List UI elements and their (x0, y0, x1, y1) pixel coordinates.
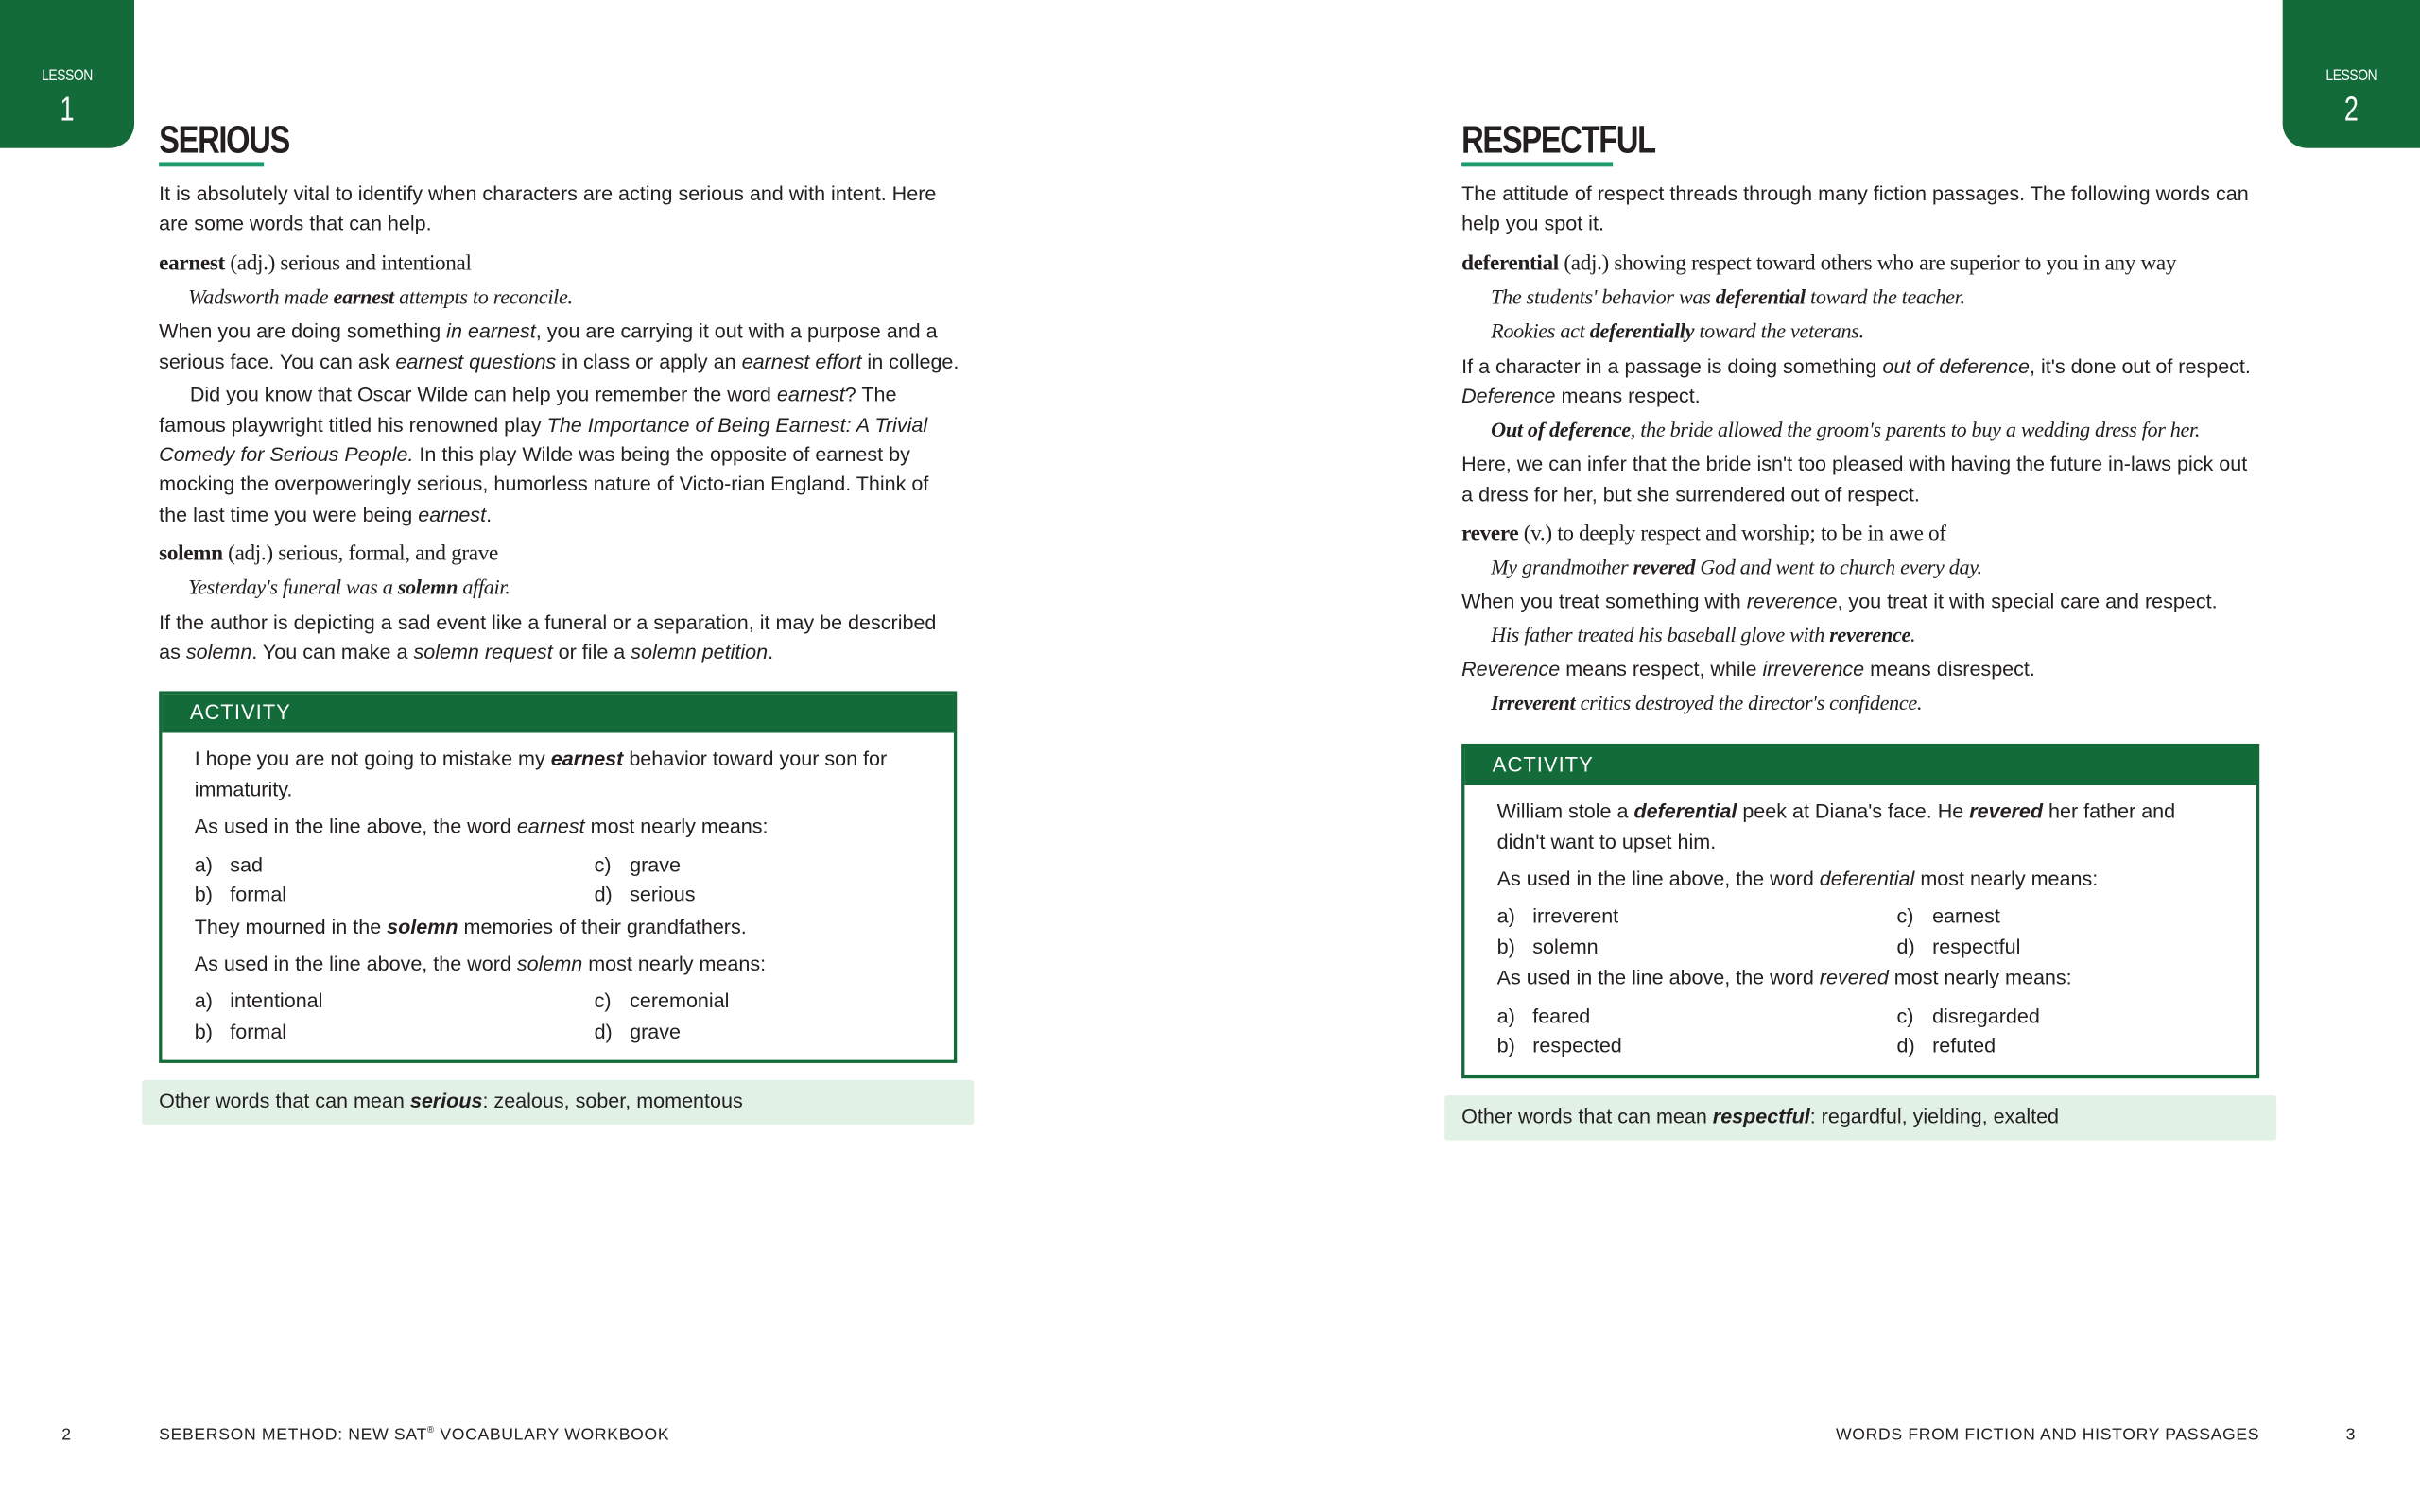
answer-option (595, 987, 924, 1017)
example-sentence (159, 282, 961, 313)
text-run: earnest (776, 383, 845, 406)
text-run: most nearly means: (1914, 867, 2099, 891)
text-run: Wadsworth made (188, 284, 334, 309)
paragraph (159, 608, 961, 667)
option-letter: c) (594, 989, 612, 1013)
lesson-tab-1 (0, 0, 134, 148)
running-head-left (159, 1426, 669, 1445)
option-letter: a) (1496, 1004, 1515, 1027)
paragraph (1461, 179, 2264, 238)
option-letter: b) (1496, 1034, 1515, 1057)
text-run: His father treated his baseball glove with (1491, 623, 1830, 646)
option-letter: c) (1896, 1004, 1914, 1027)
text-run: Deference (1461, 384, 1556, 408)
title-underline (1461, 162, 1613, 166)
text-run: revered (1633, 555, 1696, 579)
text-run: God and went to church every day. (1695, 555, 1982, 579)
text-run: in class or apply an (556, 350, 742, 373)
text-run: , you treat it with special care and respect. (1837, 590, 2218, 613)
other-words-box (1444, 1094, 2276, 1139)
option-letter: b) (1496, 935, 1515, 958)
page-number-left: 2 (61, 1425, 72, 1445)
text-run: earnest (418, 502, 487, 526)
text-run: most nearly means: (1888, 966, 2072, 989)
answer-option (595, 850, 924, 880)
text-run: deferentially (1589, 319, 1695, 343)
running-head-text: SEBERSON METHOD: NEW SAT (159, 1425, 427, 1445)
text-run: . (486, 502, 493, 526)
text-run: toward the teacher. (1805, 284, 1965, 309)
text-run: If a character in a passage is doing something (1461, 354, 1883, 378)
option-letter: a) (1496, 904, 1515, 928)
lesson-label: LESSON (2325, 67, 2377, 85)
text-run: earnest (159, 250, 225, 276)
answer-option (195, 850, 595, 880)
text-run: revered (1819, 966, 1889, 989)
right-page-column (1461, 120, 2264, 1139)
text-run: They mourned in the (194, 914, 388, 937)
text-run: My grandmother (1491, 555, 1634, 579)
text-run: revered (1969, 799, 2044, 823)
text-run: solemn (159, 541, 223, 567)
example-sentence (1461, 317, 2264, 348)
activity-body (162, 733, 954, 1060)
option-letter: c) (1896, 904, 1914, 928)
option-letter: d) (594, 883, 613, 906)
option-text: irreverent (1532, 904, 1619, 928)
activity-question (1497, 963, 2226, 993)
activity-prompt (195, 745, 924, 804)
text-run: means disrespect. (1864, 658, 2035, 681)
definition (1461, 249, 2264, 280)
answer-options (1497, 902, 2226, 961)
example-sentence (1461, 620, 2264, 651)
text-run: (adj.) showing respect toward others who are superior to you in any way (1558, 250, 2177, 276)
example-sentence (159, 573, 961, 604)
text-run: Reverence (1461, 658, 1561, 681)
option-text: sad (230, 852, 263, 876)
text-run: As used in the line above, the word (194, 952, 517, 975)
text-run: When you are doing something (159, 319, 447, 343)
text-run: . (1910, 623, 1916, 646)
text-run: deferential (1461, 250, 1559, 276)
text-run: The Importance of Being Earnest: A Trivial Comedy for Serious People. (159, 412, 928, 466)
text-run: I hope you are not going to mistake my (194, 747, 551, 771)
paragraph (159, 179, 961, 238)
lesson-label: LESSON (42, 67, 93, 85)
answer-option (1497, 902, 1897, 932)
option-letter: a) (194, 989, 213, 1013)
option-text: solemn (1532, 935, 1599, 958)
option-letter: b) (194, 1019, 213, 1043)
text-run: When you treat something with (1461, 590, 1747, 613)
text-run: deferential (1819, 867, 1915, 891)
text-run: toward the veterans. (1694, 319, 1864, 343)
title-underline (159, 162, 264, 166)
page-number-right: 3 (2345, 1425, 2357, 1445)
text-run: critics destroyed the director's confidence. (1575, 691, 1923, 714)
text-run: means respect, while (1560, 658, 1763, 681)
activity-box (159, 692, 957, 1063)
text-run: . You can make a (251, 640, 414, 664)
option-text: grave (630, 852, 681, 876)
activity-box (1461, 744, 2259, 1077)
paragraph (159, 317, 961, 376)
text-run: deferential (1715, 284, 1806, 309)
option-text: respected (1532, 1034, 1622, 1057)
text-run: earnest questions (395, 350, 557, 373)
answer-option (195, 1016, 595, 1046)
text-run: , the bride allowed the groom's parents to buy a wedding dress for her. (1630, 417, 2201, 441)
option-text: ceremonial (630, 989, 730, 1013)
text-run: means respect. (1555, 384, 1701, 408)
answer-option (1497, 1001, 1897, 1031)
text-run: irreverence (1762, 658, 1865, 681)
text-run: deferential (1634, 799, 1737, 823)
text-run: Out of deference (1491, 417, 1631, 441)
text-run: Other words that can mean (159, 1089, 410, 1113)
option-text: grave (630, 1019, 681, 1043)
text-run: ? The famous playwright titled his renowned play (159, 383, 897, 437)
other-words-box (142, 1080, 974, 1125)
option-text: disregarded (1932, 1004, 2040, 1027)
text-run: most nearly means: (582, 952, 767, 975)
text-run: solemn (516, 952, 583, 975)
text-run: William stole a (1496, 799, 1634, 823)
option-text: serious (630, 883, 696, 906)
option-text: respectful (1932, 935, 2021, 958)
text-run: solemn request (413, 640, 553, 664)
text-run: solemn petition (631, 640, 769, 664)
activity-body (1464, 785, 2256, 1074)
activity-question (195, 949, 924, 979)
activity-question (1497, 864, 2226, 894)
text-run: memories of their grandfathers. (458, 914, 747, 937)
answer-option (1897, 1031, 2226, 1061)
text-run: solemn (397, 576, 458, 599)
text-run: : zealous, sober, momentous (482, 1089, 743, 1113)
left-page-column (159, 120, 961, 1125)
text-run: solemn (387, 914, 458, 937)
answer-option (1497, 1031, 1897, 1061)
answer-option (1897, 932, 2226, 962)
option-text: earnest (1932, 904, 2000, 928)
text-run: reverence (1746, 590, 1838, 613)
example-sentence (1461, 415, 2264, 446)
answer-options (195, 987, 924, 1046)
text-run: out of deference (1882, 354, 2030, 378)
registered-mark: ® (426, 1426, 435, 1436)
option-letter: d) (1896, 935, 1915, 958)
text-run: solemn (185, 640, 252, 664)
text-run: (adj.) serious, formal, and grave (222, 541, 498, 567)
text-run: earnest (333, 284, 394, 309)
option-letter: d) (1896, 1034, 1915, 1057)
text-run: respectful (1712, 1104, 1810, 1127)
definition (159, 539, 961, 570)
answer-option (1497, 932, 1897, 962)
text-run: her father and didn't want to upset him. (1496, 799, 2176, 853)
text-run: Here, we can infer that the bride isn't too pleased with having the future in-laws pick out a dress for her, but she surrendered out of respect. (1461, 452, 2248, 506)
lesson-content (1461, 179, 2264, 1139)
answer-options (1497, 1001, 2226, 1060)
text-run: As used in the line above, the word (1496, 966, 1820, 989)
text-run: Rookies act (1491, 319, 1590, 343)
text-run: or file a (552, 640, 631, 664)
text-run: (adj.) serious and intentional (224, 250, 472, 276)
text-run: peek at Diana's face. He (1737, 799, 1970, 823)
activity-header: ACTIVITY (1464, 747, 2256, 786)
paragraph (159, 380, 961, 529)
definition (159, 249, 961, 280)
option-text: formal (230, 883, 287, 906)
text-run: , it's done out of respect. (2029, 354, 2251, 378)
text-run: : regardful, yielding, exalted (1809, 1104, 2060, 1127)
answer-option (595, 1016, 924, 1046)
answer-option (195, 987, 595, 1017)
lesson-tab-2 (2283, 0, 2420, 148)
activity-question (195, 812, 924, 842)
option-text: feared (1532, 1004, 1591, 1027)
text-run: in earnest (446, 319, 536, 343)
text-run: As used in the line above, the word (194, 815, 517, 838)
paragraph (1461, 352, 2264, 411)
text-run: affair. (458, 576, 510, 599)
answer-option (1897, 1001, 2226, 1031)
paragraph (1461, 449, 2264, 508)
option-letter: d) (594, 1019, 613, 1043)
text-run: most nearly means: (584, 815, 769, 838)
answer-options (195, 850, 924, 909)
activity-prompt (195, 911, 924, 941)
text-run: Irreverent (1491, 691, 1576, 714)
activity-header: ACTIVITY (162, 695, 954, 733)
lesson-number: 1 (60, 89, 75, 129)
text-run: attempts to reconcile. (393, 284, 573, 309)
text-run: Yesterday's funeral was a (188, 576, 398, 599)
answer-option (595, 880, 924, 910)
text-run: As used in the line above, the word (1496, 867, 1820, 891)
option-letter: b) (194, 883, 213, 906)
text-run: behavior toward your son for immaturity. (194, 747, 888, 801)
text-run: earnest (516, 815, 585, 838)
lesson-title: RESPECTFUL (1461, 118, 1655, 163)
example-sentence (1461, 282, 2264, 313)
definition (1461, 518, 2264, 549)
text-run: revere (1461, 521, 1519, 546)
option-text: formal (230, 1019, 287, 1043)
option-letter: a) (194, 852, 213, 876)
activity-prompt (1497, 797, 2226, 856)
lesson-number: 2 (2343, 89, 2359, 129)
text-run: reverence (1829, 623, 1911, 646)
answer-option (1897, 902, 2226, 932)
lesson-title: SERIOUS (159, 118, 289, 163)
option-letter: c) (594, 852, 612, 876)
paragraph (1461, 655, 2264, 685)
text-run: Did you know that Oscar Wilde can help you remember the word (189, 383, 777, 406)
option-text: refuted (1932, 1034, 1996, 1057)
text-run: earnest (550, 747, 624, 771)
text-run: earnest effort (741, 350, 862, 373)
paragraph (1461, 587, 2264, 617)
text-run: The students' behavior was (1491, 284, 1716, 309)
text-run: serious (409, 1089, 483, 1113)
running-head-right: WORDS FROM FICTION AND HISTORY PASSAGES (1835, 1425, 2260, 1445)
text-run: Other words that can mean (1461, 1104, 1713, 1127)
text-run: . (768, 640, 774, 664)
text-run: , you are carrying it out with a purpose and a serious face. You can ask (159, 319, 938, 373)
option-text: intentional (230, 989, 323, 1013)
text-run: The attitude of respect threads through many fiction passages. The following words can help you spot it. (1461, 181, 2249, 235)
example-sentence (1461, 552, 2264, 583)
text-run: In this play Wilde was being the opposite of earnest by mocking the overpoweringly serious, humorless nature of Victo-rian England. Think of the last time you were being (159, 442, 929, 526)
example-sentence (1461, 688, 2264, 719)
text-run: (v.) to deeply respect and worship; to be in awe of (1518, 521, 1946, 546)
running-head-text-tail: VOCABULARY WORKBOOK (434, 1425, 670, 1445)
answer-option (195, 880, 595, 910)
text-run: in college. (861, 350, 959, 373)
text-run: It is absolutely vital to identify when characters are acting serious and with intent. Here are some words that can help. (159, 181, 937, 235)
lesson-content (159, 179, 961, 1125)
text-run: If the author is depicting a sad event like a funeral or a separation, it may be described as (159, 610, 937, 664)
